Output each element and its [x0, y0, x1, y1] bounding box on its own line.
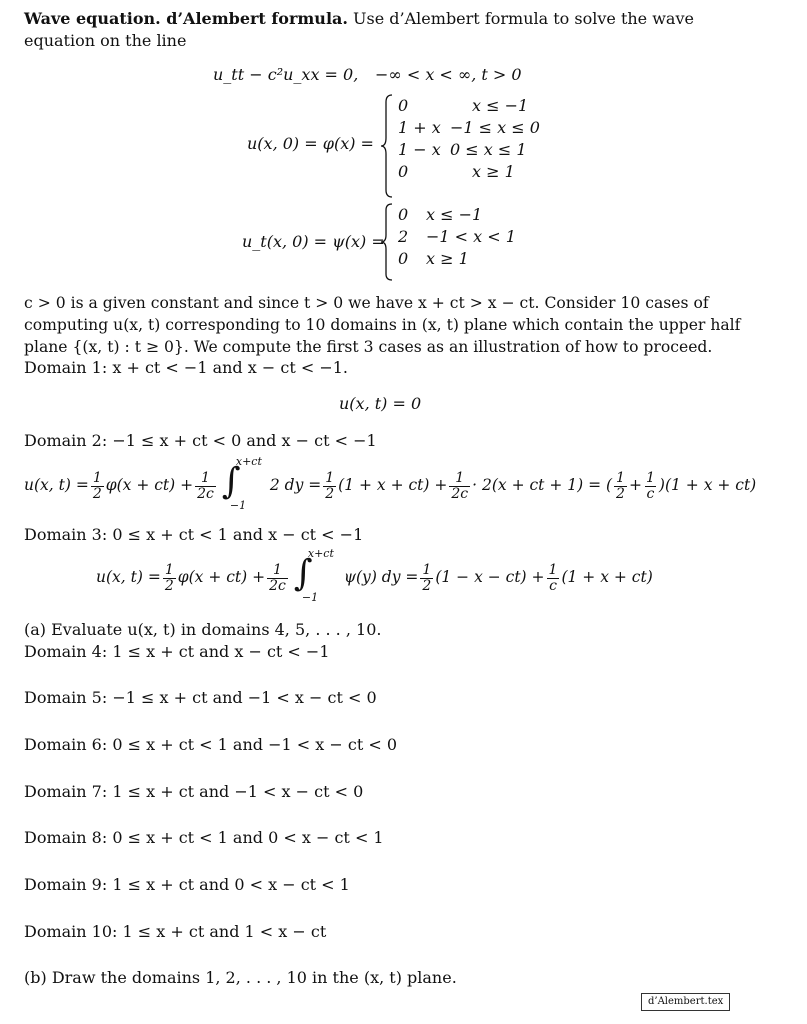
d2-frac-half-3: [614, 471, 627, 501]
d3-frac-1-2c: [267, 563, 288, 593]
d2-half-den: 2: [92, 485, 102, 502]
domain-3-label: Domain 3: 0 ≤ x + ct < 1 and x − ct < −1: [24, 525, 364, 544]
d2-h2-num: 1: [325, 469, 335, 486]
domain-8-label: Domain 8: 0 ≤ x + ct < 1 and 0 < x − ct < 1: [24, 828, 384, 847]
pde-domain: −∞ < x < ∞, t > 0: [375, 65, 522, 84]
d3-integrand: ψ(y) dy =: [343, 568, 419, 587]
phi-case-2-expr: 1 + x: [398, 118, 441, 137]
integral-icon: ∫ x+ct −1: [221, 455, 262, 512]
d2-half-frac: [91, 471, 104, 501]
d2-frac-1-2c: [195, 471, 216, 501]
part-b-text: (b) Draw the domains 1, 2, . . . , 10 in the (x, t) plane.: [24, 968, 457, 987]
domain-7-label: Domain 7: 1 ≤ x + ct and −1 < x − ct < 0: [24, 782, 364, 801]
d3-fc-den: c: [549, 577, 557, 594]
domain-4-label: Domain 4: 1 ≤ x + ct and x − ct < −1: [24, 642, 330, 661]
d2-int-upper: x+ct: [235, 455, 262, 468]
cases-paragraph: c > 0 is a given constant and since t > 0 we have x + ct > x − ct. Consider 10 cases of computing u(x, t) corresponding to 10 domains in (x, t) plane which contain the upper half plane {(x, t) : t ≥ 0}. We compute the first 3 cases as an illustration of how to proceed.: [24, 294, 741, 356]
d2-fc-den: c: [646, 485, 655, 502]
psi-case-1-expr: 0: [398, 205, 409, 224]
left-brace-icon: [380, 94, 394, 198]
d2-integrand: 2 dy =: [269, 476, 322, 495]
d2-lhs: u(x, t) =: [24, 476, 89, 495]
source-file-tag: d’Alembert.tex: [641, 993, 730, 1011]
domain-9-label: Domain 9: 1 ≤ x + ct and 0 < x − ct < 1: [24, 875, 350, 894]
phi-case-2-cond: −1 ≤ x ≤ 0: [450, 118, 540, 137]
d3-half-frac-2: [420, 563, 433, 593]
problem-title: Wave equation. d’Alembert formula.: [24, 9, 348, 28]
d3-fc-num: 1: [548, 561, 558, 578]
d2-term4: +: [628, 476, 642, 495]
d3-h1-num: 1: [164, 561, 174, 578]
d3-term2: (1 − x − ct) +: [435, 568, 545, 587]
d3-h2-num: 1: [422, 561, 432, 578]
psi-case-3-cond: x ≥ 1: [426, 249, 469, 268]
d2-term5: )(1 + x + ct): [658, 476, 757, 495]
d3-term3: (1 + x + ct): [561, 568, 653, 587]
domain-10-label: Domain 10: 1 ≤ x + ct and 1 < x − ct: [24, 922, 327, 941]
d2-h2-den: 2: [325, 485, 335, 502]
domain-1-solution: u(x, t) = 0: [339, 394, 422, 413]
d3-int-lower: −1: [301, 591, 319, 604]
psi-lhs: u_t(x, 0) = ψ(x) =: [242, 232, 385, 251]
psi-case-3-expr: 0: [398, 249, 409, 268]
d2-term3: · 2(x + ct + 1) = (: [472, 476, 613, 495]
d2-f2-den: 2c: [451, 485, 469, 502]
pde-equation: u_tt − c²u_xx = 0,: [213, 65, 359, 84]
domain-2-solution: [24, 455, 757, 512]
d2-fc-num: 1: [645, 469, 655, 486]
domain-1-label: Domain 1: x + ct < −1 and x − ct < −1.: [24, 358, 348, 377]
d3-half-frac: [163, 563, 176, 593]
psi-case-2-cond: −1 < x < 1: [426, 227, 516, 246]
d2-frac-half-2: [323, 471, 336, 501]
d3-f1-den: 2c: [269, 577, 286, 594]
psi-case-1-cond: x ≤ −1: [426, 205, 483, 224]
domain-3-solution: [96, 547, 653, 604]
intro-text: Use d’Alembert formula to solve the wave equation on the line: [24, 9, 694, 50]
d2-term2: (1 + x + ct) +: [338, 476, 448, 495]
d3-f1-num: 1: [273, 561, 282, 578]
d3-frac-1-c: [547, 563, 560, 593]
d2-h3-num: 1: [616, 469, 625, 486]
d2-half-num: 1: [92, 469, 102, 486]
d2-h3-den: 2: [616, 485, 625, 502]
d3-h1-den: 2: [164, 577, 174, 594]
left-brace-icon: [380, 203, 394, 281]
phi-case-4-cond: x ≥ 1: [472, 162, 515, 181]
domain-5-label: Domain 5: −1 ≤ x + ct and −1 < x − ct < 0: [24, 688, 377, 707]
d2-int-lower: −1: [229, 499, 247, 512]
psi-case-2-expr: 2: [398, 227, 409, 246]
domain-6-label: Domain 6: 0 ≤ x + ct < 1 and −1 < x − ct < 0: [24, 735, 398, 754]
d2-f2-num: 1: [455, 469, 465, 486]
d3-term1: φ(x + ct) +: [177, 568, 266, 587]
d3-h2-den: 2: [422, 577, 432, 594]
phi-case-1-cond: x ≤ −1: [472, 96, 529, 115]
d3-lhs: u(x, t) =: [96, 568, 161, 587]
domain-2-label: Domain 2: −1 ≤ x + ct < 0 and x − ct < −1: [24, 431, 377, 450]
d2-frac-1-2c-b: [449, 471, 470, 501]
phi-lhs: u(x, 0) = φ(x) =: [247, 134, 374, 153]
phi-case-3-cond: 0 ≤ x ≤ 1: [450, 140, 527, 159]
integral-icon: ∫ x+ct −1: [293, 547, 334, 604]
phi-case-4-expr: 0: [398, 162, 409, 181]
intro-paragraph: [24, 8, 739, 52]
d2-term1: φ(x + ct) +: [105, 476, 194, 495]
part-a-text: (a) Evaluate u(x, t) in domains 4, 5, . . . , 10.: [24, 620, 382, 639]
d2-f1-den: 2c: [197, 485, 214, 502]
d2-frac-1-c: [644, 471, 657, 501]
d2-f1-num: 1: [201, 469, 210, 486]
d3-int-upper: x+ct: [307, 547, 334, 560]
phi-case-3-expr: 1 − x: [398, 140, 441, 159]
phi-case-1-expr: 0: [398, 96, 409, 115]
